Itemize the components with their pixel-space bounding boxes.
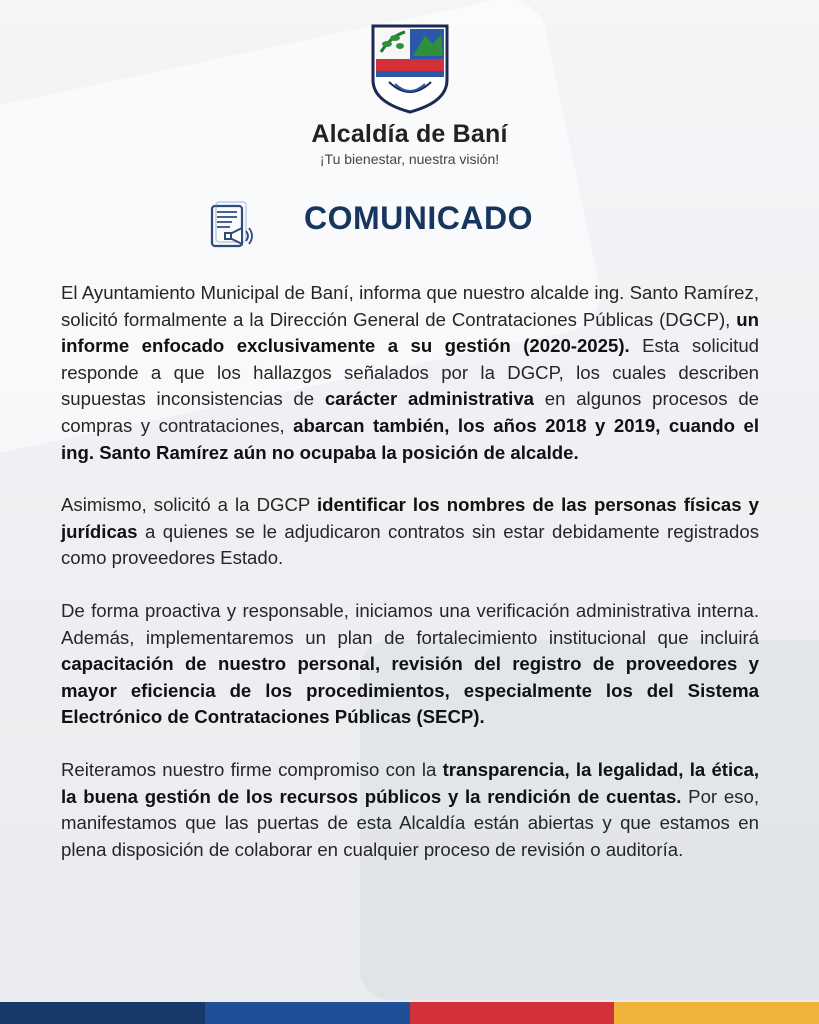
bold-text: transparencia, la legalidad, la ética, la buena gestión de los recursos públicos y la rendición de cuentas. xyxy=(61,758,759,807)
stripe xyxy=(0,1002,205,1024)
text: a quienes se le adjudicaron contratos sin estar debidamente registrados como proveedores Estado. xyxy=(61,520,759,569)
paragraph xyxy=(61,757,759,863)
paragraph xyxy=(61,280,759,466)
text: en algunos procesos de compras y contrataciones, xyxy=(61,388,759,436)
bold-text: identificar los nombres de las personas físicas y jurídicas xyxy=(61,494,759,542)
text: Asimismo, solicitó a la DGCP xyxy=(61,494,317,516)
brand-slogan: ¡Tu bienestar, nuestra visión! xyxy=(319,151,500,167)
paragraph xyxy=(61,492,759,572)
bold-text: abarcan también, los años 2018 y 2019, cuando el ing. Santo Ramírez aún no ocupaba la posición de alcalde. xyxy=(61,414,759,463)
bold-text: carácter administrativa xyxy=(324,388,535,410)
color-stripes xyxy=(0,1002,819,1024)
brand-name: Alcaldía de Baní xyxy=(311,120,508,148)
stripe xyxy=(614,1002,819,1024)
title-row xyxy=(0,196,819,256)
announcement-body xyxy=(61,280,759,889)
header xyxy=(0,22,819,167)
text: El Ayuntamiento Municipal de Baní, informa que nuestro alcalde ing. Santo Ramírez, solicitó formalmente a la Dirección General de Contrataciones Públicas (DGCP), xyxy=(61,282,759,330)
page-title: COMUNICADO xyxy=(304,200,533,236)
stripe xyxy=(410,1002,615,1024)
text: De forma proactiva y responsable, iniciamos una verificación administrativa interna. Además, implementaremos un plan de fortalecimiento institucional que incluirá xyxy=(61,599,759,648)
document-megaphone-icon xyxy=(208,200,258,252)
municipal-crest-icon xyxy=(369,22,451,114)
stripe xyxy=(205,1002,410,1024)
bold-text: un informe enfocado exclusivamente a su gestión (2020-2025). xyxy=(61,308,759,357)
bold-text: capacitación de nuestro personal, revisión del registro de proveedores y mayor eficiencia de los procedimientos, especialmente los del Sistema Electrónico de Contrataciones Públicas (SECP). xyxy=(61,653,759,728)
text: Esta solicitud responde a que los hallazgos señalados por la DGCP, los cuales describen supuestas inconsistencias de xyxy=(61,335,759,410)
paragraph xyxy=(61,598,759,731)
text: Por eso, manifestamos que las puertas de esta Alcaldía están abiertas y que estamos en plena disposición de colaborar en cualquier proceso de revisión o auditoría. xyxy=(61,785,759,860)
text: Reiteramos nuestro firme compromiso con la xyxy=(61,758,443,780)
